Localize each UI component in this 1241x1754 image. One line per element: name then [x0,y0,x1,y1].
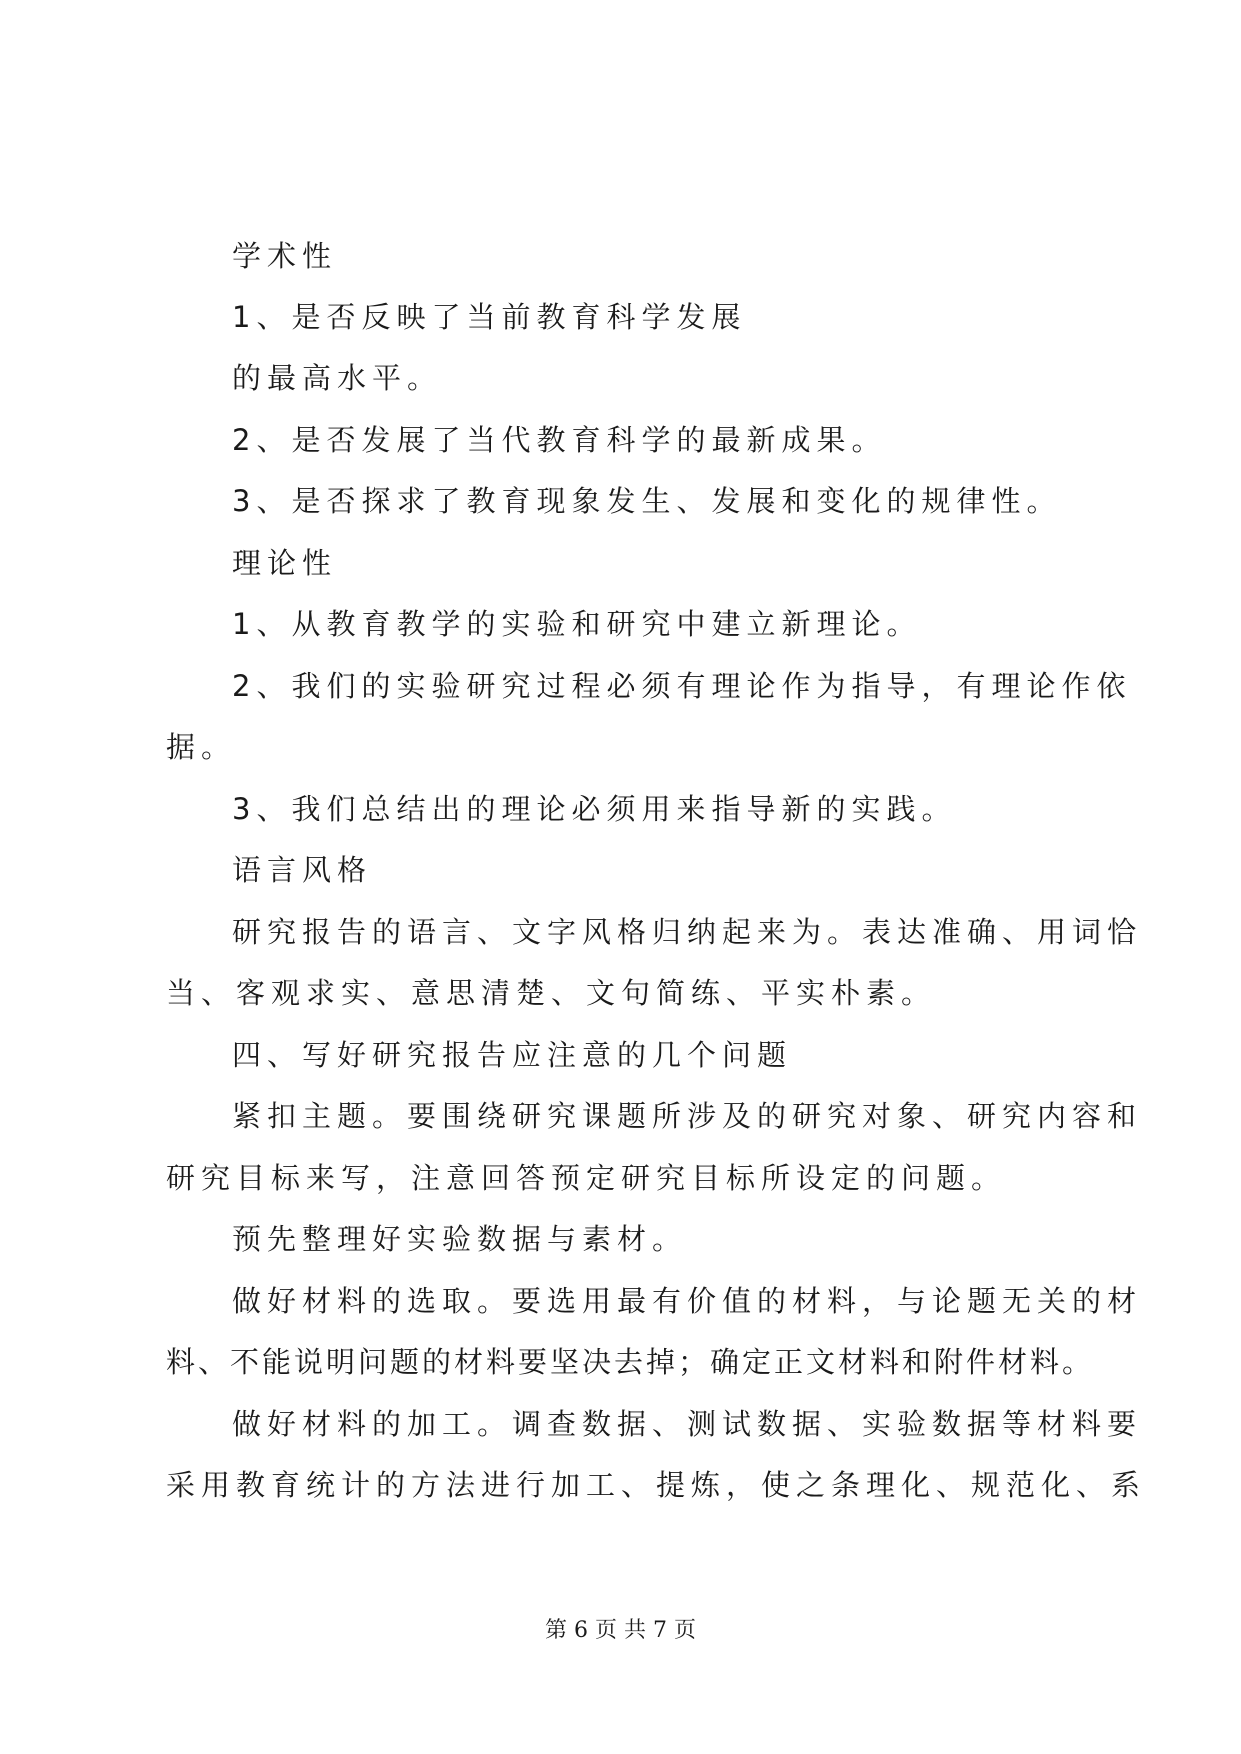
section-heading-theory: 理论性 [232,546,338,580]
page-footer: 第 6 页 共 7 页 [545,1618,696,1643]
text-line: 预先整理好实验数据与素材。 [232,1222,688,1256]
section-heading-four: 四、写好研究报告应注意的几个问题 [232,1038,793,1072]
text-line: 当、客观求实、意思清楚、文句简练、平实朴素。 [166,976,937,1010]
text-line: 1、是否反映了当前教育科学发展 [232,300,747,334]
text-line: 研究报告的语言、文字风格归纳起来为。表达准确、用词恰 [232,915,1143,949]
text-line: 据。 [166,730,237,764]
text-line: 料、不能说明问题的材料要坚决去掉；确定正文材料和附件材料。 [166,1345,1095,1379]
text-line: 的最高水平。 [232,361,443,395]
text-line: 研究目标来写，注意回答预定研究目标所设定的问题。 [166,1161,1007,1195]
text-line: 1、从教育教学的实验和研究中建立新理论。 [232,607,922,641]
text-line: 2、我们的实验研究过程必须有理论作为指导，有理论作依 [232,669,1132,703]
section-heading-language-style: 语言风格 [232,853,373,887]
text-line: 做好材料的选取。要选用最有价值的材料，与论题无关的材 [232,1284,1143,1318]
text-line: 紧扣主题。要围绕研究课题所涉及的研究对象、研究内容和 [232,1099,1143,1133]
section-heading-academic: 学术性 [232,239,338,273]
text-line: 2、是否发展了当代教育科学的最新成果。 [232,423,887,457]
text-line: 做好材料的加工。调查数据、测试数据、实验数据等材料要 [232,1407,1143,1441]
text-line: 3、是否探求了教育现象发生、发展和变化的规律性。 [232,484,1062,518]
text-line: 采用教育统计的方法进行加工、提炼，使之条理化、规范化、系 [166,1468,1147,1502]
text-line: 3、我们总结出的理论必须用来指导新的实践。 [232,792,957,826]
